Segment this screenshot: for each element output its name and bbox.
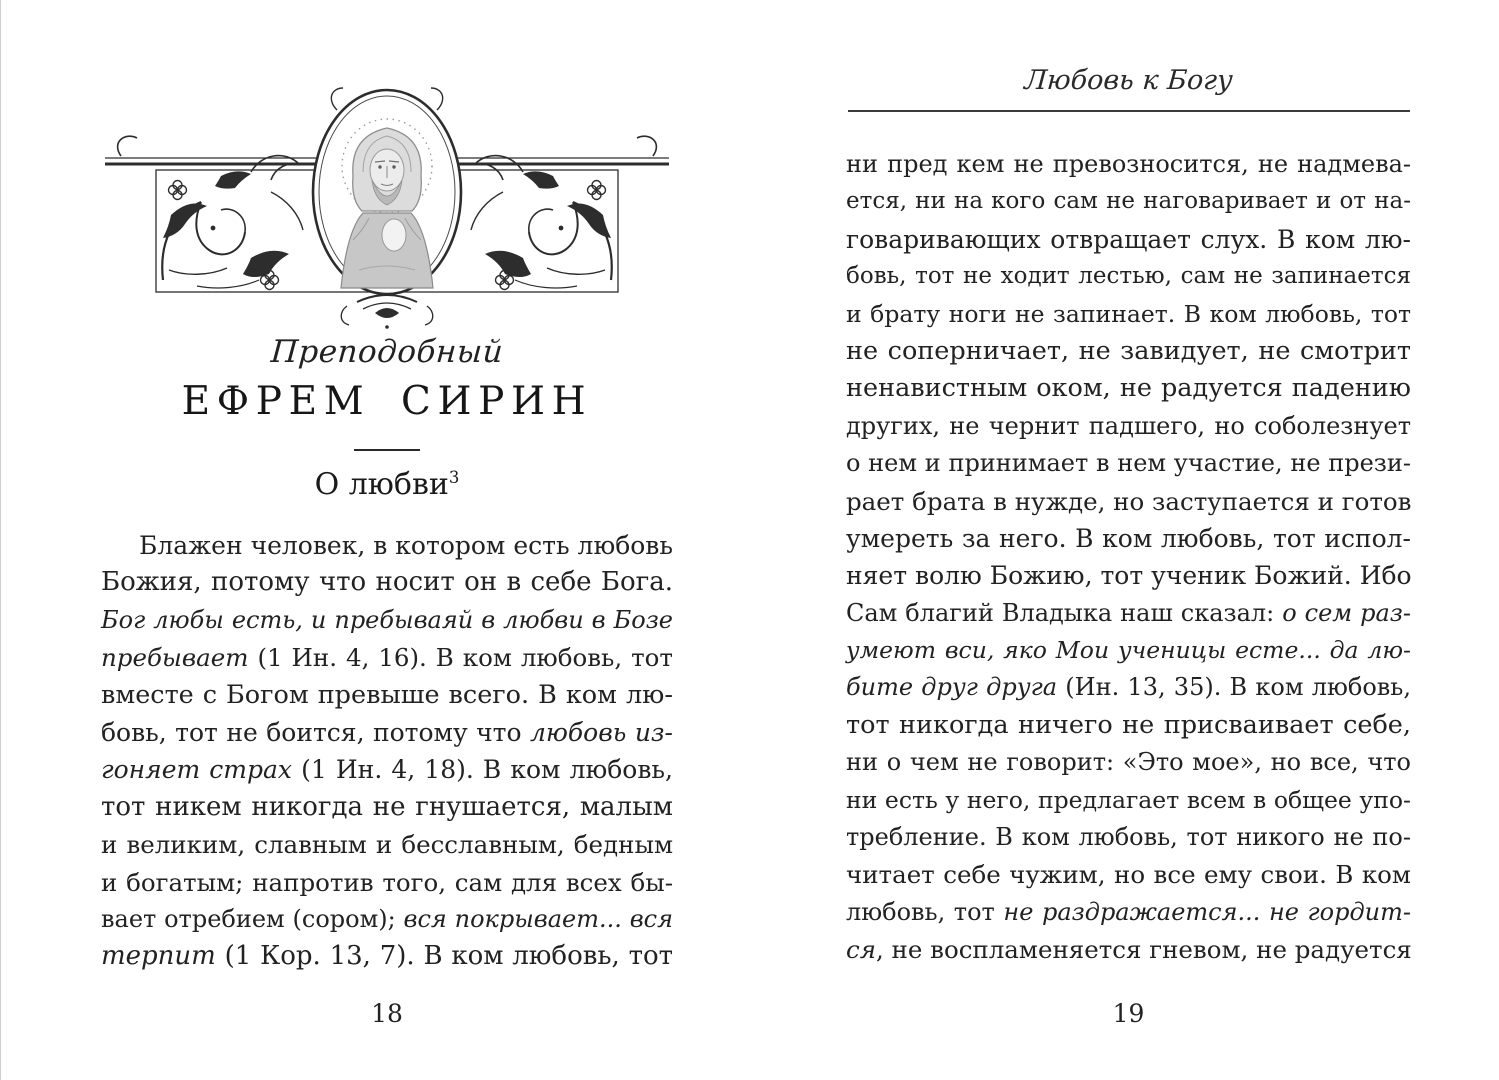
footnote-mark: 3 xyxy=(448,468,460,487)
text-segment: ни есть у него, предлагает всем в общее упо- xyxy=(846,785,1411,814)
text-line xyxy=(846,221,1411,258)
text-line xyxy=(101,789,673,826)
text-segment: и богатым; напротив того, сам для всех бы- xyxy=(101,867,673,897)
text-segment-italic: терпит xyxy=(101,941,225,972)
section-title-text: О любви xyxy=(314,467,449,502)
text-segment: Сам благий Владыка наш сказал: xyxy=(846,598,1283,627)
text-segment: , не воспламеняется гневом, не радуется xyxy=(875,935,1412,965)
text-line xyxy=(846,744,1411,781)
text-line xyxy=(101,938,673,975)
text-line xyxy=(846,520,1411,557)
running-head: Любовь к Богу xyxy=(1023,65,1234,96)
text-segment-italic: гоняет страх xyxy=(101,755,302,785)
text-segment-italic: бите друг друга xyxy=(846,673,1066,702)
left-text-column xyxy=(101,527,673,976)
text-segment-italic: ся xyxy=(846,935,876,965)
section-title xyxy=(101,466,673,504)
text-segment: умереть за него. В ком любовь, тот испол- xyxy=(846,523,1411,553)
text-line xyxy=(846,146,1411,183)
text-segment: ни пред кем не превозносится, не надмева- xyxy=(846,150,1411,178)
text-line xyxy=(101,864,673,901)
text-line xyxy=(101,826,673,863)
text-line xyxy=(101,751,673,788)
text-line xyxy=(101,564,673,601)
text-segment-italic: любовь из- xyxy=(529,717,674,747)
running-head-rule xyxy=(848,110,1410,112)
text-segment: ни о чем не говорит: «Это мое», но все, что xyxy=(846,748,1411,777)
text-line xyxy=(846,483,1411,520)
text-line xyxy=(846,894,1411,931)
text-segment: вает отребием (сором); xyxy=(101,904,404,933)
text-segment: ется, ни на кого сам не наговаривает и от на- xyxy=(846,188,1411,215)
text-segment-italic: вся покрывает... вся xyxy=(403,904,673,933)
text-segment: Божия, потому что носит он в себе Бога. xyxy=(101,567,673,598)
text-segment: тот никем никогда не гнушается, малым xyxy=(101,791,673,822)
author-name: ЕФРЕМ СИРИН xyxy=(181,379,593,424)
title-divider-rule xyxy=(354,449,420,451)
text-segment-italic: о сем раз- xyxy=(1282,598,1412,627)
text-segment: тот никогда ничего не присваивает себе, xyxy=(846,709,1411,740)
page-right xyxy=(846,0,1411,1080)
page-number-right: 19 xyxy=(1112,999,1145,1028)
text-line xyxy=(846,557,1411,594)
page-number-left: 18 xyxy=(371,999,403,1028)
text-line xyxy=(101,602,673,639)
text-segment: (Ин. 13, 35). В ком любовь, xyxy=(1065,673,1411,702)
text-line xyxy=(846,258,1411,295)
text-segment: не соперничает, не завидует, не смотрит xyxy=(846,335,1411,366)
text-line xyxy=(101,677,673,714)
text-segment: читает себе чужим, но все ему свои. В ком xyxy=(846,860,1411,890)
text-line xyxy=(846,632,1411,669)
text-segment: бовь, тот не ходит лестью, сам не запинается xyxy=(846,263,1411,290)
text-segment: (1 Ин. 4, 18). В ком любовь, xyxy=(301,755,673,785)
text-line xyxy=(846,595,1411,632)
text-line xyxy=(101,714,673,751)
text-line xyxy=(846,333,1411,370)
text-segment-italic: умеют вси, яко Мои ученицы есте... да лю- xyxy=(846,636,1411,665)
page-left xyxy=(101,0,673,1080)
text-segment: рает брата в нужде, но заступается и готов xyxy=(846,486,1412,516)
text-segment: других, не чернит падшего, но соболезнует xyxy=(846,411,1411,440)
text-line xyxy=(846,931,1411,968)
text-line xyxy=(846,445,1411,482)
text-segment: Блажен человек, в котором есть любовь xyxy=(139,531,673,560)
saint-portrait-ornament xyxy=(101,80,673,330)
author-honorific: Преподобный xyxy=(269,334,505,370)
text-line xyxy=(101,527,673,564)
text-line xyxy=(846,296,1411,333)
text-line xyxy=(846,370,1411,407)
text-line xyxy=(846,408,1411,445)
right-text-column xyxy=(846,146,1411,969)
text-segment: няет волю Божию, тот ученик Божий. Ибо xyxy=(846,561,1412,591)
text-segment-italic: не раздражается... не гордит- xyxy=(1003,897,1411,926)
text-segment-italic: пребывает xyxy=(101,643,258,673)
text-segment: вместе с Богом превыше всего. В ком лю- xyxy=(101,679,673,710)
text-segment: говаривающих отвращает слух. В ком лю- xyxy=(846,224,1411,254)
text-line xyxy=(846,819,1411,856)
text-segment: бовь, тот не боится, потому что xyxy=(101,717,530,747)
text-segment: и великим, славным и бесславным, бедным xyxy=(101,830,673,860)
text-line xyxy=(846,707,1411,744)
text-line xyxy=(846,669,1411,706)
text-segment: и брату ноги не запинает. В ком любовь, тот xyxy=(846,299,1411,328)
text-segment: любовь, тот xyxy=(846,897,1004,926)
text-segment: о нем и принимает в нем участие, не прези- xyxy=(846,449,1411,478)
text-segment: требление. В ком любовь, тот никого не по- xyxy=(846,823,1411,852)
text-line xyxy=(846,782,1411,819)
text-line xyxy=(846,856,1411,893)
text-segment: ненавистным оком, не радуется падению xyxy=(846,373,1411,404)
text-segment-italic: Бог любы есть, и пребываяй в любви в Бозе xyxy=(101,605,673,634)
text-line xyxy=(101,639,673,676)
text-line xyxy=(846,183,1411,220)
text-line xyxy=(101,901,673,938)
text-segment: (1 Кор. 13, 7). В ком любовь, тот xyxy=(224,941,673,972)
text-segment: (1 Ин. 4, 16). В ком любовь, тот xyxy=(257,643,673,673)
